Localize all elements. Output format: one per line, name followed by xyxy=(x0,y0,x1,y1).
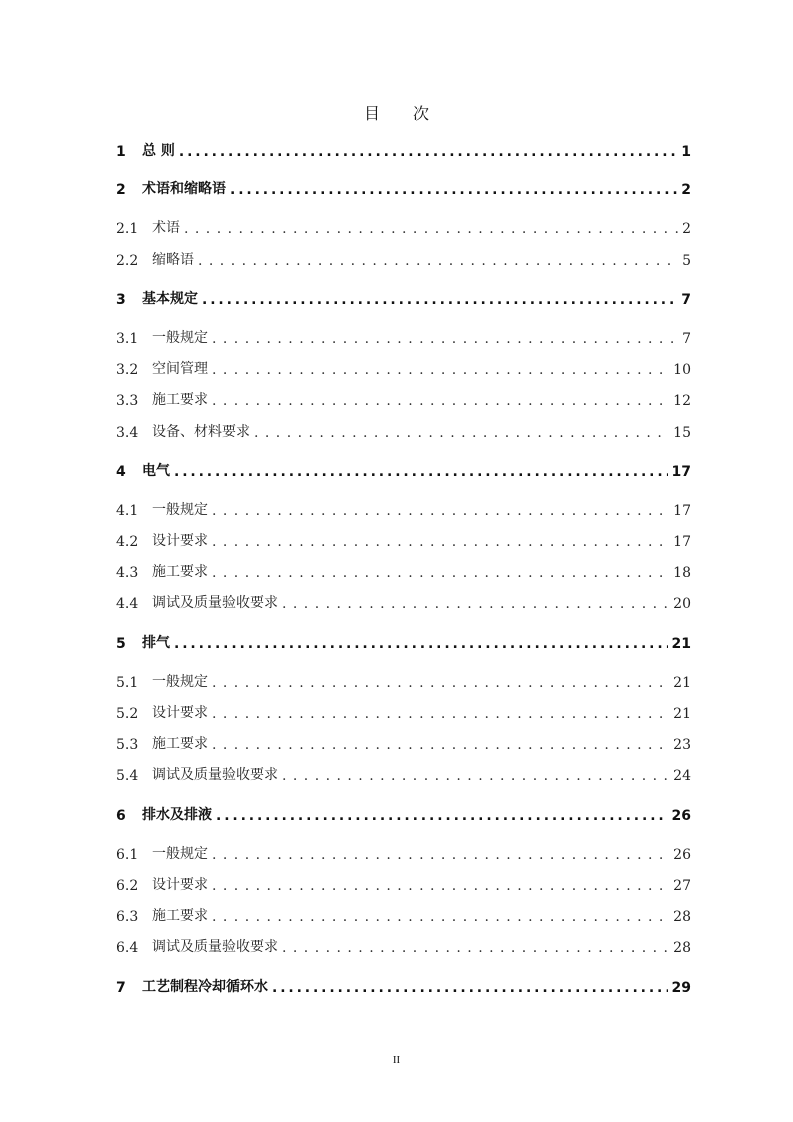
page-number-footer: II xyxy=(392,1054,401,1066)
toc-entry-number: 5.4 xyxy=(116,768,139,784)
toc-entry-page: 27 xyxy=(673,878,691,894)
toc-entry[interactable] xyxy=(116,630,691,652)
dot-leader xyxy=(212,878,669,894)
toc-entry-label: 设备、材料要求 xyxy=(152,424,250,440)
toc-entry-page: 20 xyxy=(673,596,691,612)
toc-entry-label: 排水及排液 xyxy=(142,807,212,823)
toc-entry-number: 5.2 xyxy=(116,706,139,722)
toc-entry-page: 17 xyxy=(671,464,691,480)
toc-entry-page: 2 xyxy=(681,182,691,198)
toc-entry-label: 一般规定 xyxy=(152,330,208,346)
toc-entry-number: 3.4 xyxy=(116,425,139,441)
toc-entry[interactable] xyxy=(116,176,691,198)
toc-entry-page: 24 xyxy=(673,768,691,784)
dot-leader xyxy=(282,940,669,956)
toc-title: 目 次 xyxy=(363,104,444,123)
toc-entry-label: 工艺制程冷却循环水 xyxy=(142,979,268,995)
toc-entry-page: 26 xyxy=(671,808,691,824)
dot-leader xyxy=(282,596,669,612)
toc-entry-label: 术语 xyxy=(152,220,180,236)
toc-entry-page: 17 xyxy=(673,534,691,550)
toc-entry[interactable] xyxy=(116,669,691,691)
toc-entry-label: 设计要求 xyxy=(152,877,208,893)
toc-entry-label: 一般规定 xyxy=(152,846,208,862)
toc-entry-label: 空间管理 xyxy=(152,361,208,377)
toc-entry[interactable] xyxy=(116,590,691,612)
toc-entry-number: 3.1 xyxy=(116,331,139,347)
toc-entry-number: 3.2 xyxy=(116,362,139,378)
toc-entry-number: 3 xyxy=(116,292,126,308)
toc-entry-label: 调试及质量验收要求 xyxy=(152,767,278,783)
dot-leader xyxy=(212,909,669,925)
toc-entry-number: 5 xyxy=(116,636,126,652)
toc-entry-number: 4.4 xyxy=(116,596,139,612)
toc-entry-page: 17 xyxy=(673,503,691,519)
dot-leader xyxy=(254,425,669,441)
dot-leader xyxy=(174,464,668,480)
dot-leader xyxy=(212,675,669,691)
toc-entry-page: 5 xyxy=(682,253,691,269)
dot-leader xyxy=(212,393,669,409)
toc-entry-number: 5.3 xyxy=(116,737,139,753)
toc-entry[interactable] xyxy=(116,247,691,269)
toc-entry-number: 6.4 xyxy=(116,940,139,956)
toc-entry[interactable] xyxy=(116,215,691,237)
toc-entry-number: 4.1 xyxy=(116,503,139,519)
toc-entry-number: 2.2 xyxy=(116,253,139,269)
toc-entry[interactable] xyxy=(116,903,691,925)
toc-entry[interactable] xyxy=(116,528,691,550)
toc-entry-page: 26 xyxy=(673,847,691,863)
toc-entry-label: 施工要求 xyxy=(152,392,208,408)
toc-entry-label: 术语和缩略语 xyxy=(142,181,226,197)
toc-entry-page: 2 xyxy=(682,221,691,237)
dot-leader xyxy=(212,534,669,550)
dot-leader xyxy=(272,980,668,996)
toc-entry[interactable] xyxy=(116,286,691,308)
toc-entry-page: 7 xyxy=(681,292,691,308)
toc-entry-label: 调试及质量验收要求 xyxy=(152,595,278,611)
toc-entry[interactable] xyxy=(116,802,691,824)
toc-entry-label: 设计要求 xyxy=(152,533,208,549)
dot-leader xyxy=(282,768,669,784)
toc-entry-number: 6.3 xyxy=(116,909,139,925)
toc-entry-label: 施工要求 xyxy=(152,564,208,580)
toc-entry-page: 28 xyxy=(673,940,691,956)
dot-leader xyxy=(184,221,678,237)
toc-entry-label: 缩略语 xyxy=(152,252,194,268)
dot-leader xyxy=(212,565,669,581)
toc-entry-label: 施工要求 xyxy=(152,736,208,752)
toc-entry-page: 21 xyxy=(673,675,691,691)
toc-entry[interactable] xyxy=(116,934,691,956)
toc-entry-page: 7 xyxy=(682,331,691,347)
toc-entry[interactable] xyxy=(116,497,691,519)
toc-entry[interactable] xyxy=(116,974,691,996)
toc-entry-page: 21 xyxy=(673,706,691,722)
toc-entry-label: 总 则 xyxy=(142,143,175,159)
toc-entry[interactable] xyxy=(116,872,691,894)
toc-entry-number: 6 xyxy=(116,808,126,824)
toc-entry-number: 6.1 xyxy=(116,847,139,863)
toc-entry-page: 10 xyxy=(673,362,691,378)
toc-entry-page: 12 xyxy=(673,393,691,409)
toc-entry[interactable] xyxy=(116,559,691,581)
dot-leader xyxy=(212,503,669,519)
toc-entry[interactable] xyxy=(116,458,691,480)
toc-entry-number: 3.3 xyxy=(116,393,139,409)
toc-entry[interactable] xyxy=(116,356,691,378)
dot-leader xyxy=(212,706,669,722)
toc-entry[interactable] xyxy=(116,700,691,722)
toc-entry-page: 1 xyxy=(681,144,691,160)
toc-entry-label: 一般规定 xyxy=(152,674,208,690)
toc-entry-number: 4 xyxy=(116,464,126,480)
toc-entry-number: 7 xyxy=(116,980,126,996)
dot-leader xyxy=(216,808,668,824)
toc-entry-label: 排气 xyxy=(142,635,170,651)
toc-entry[interactable] xyxy=(116,138,691,160)
toc-entry-number: 4.2 xyxy=(116,534,139,550)
toc-entry-page: 21 xyxy=(671,636,691,652)
toc-entry-number: 5.1 xyxy=(116,675,139,691)
toc-entry[interactable] xyxy=(116,841,691,863)
dot-leader xyxy=(179,144,677,160)
toc-entry-label: 调试及质量验收要求 xyxy=(152,939,278,955)
toc-entry-number: 4.3 xyxy=(116,565,139,581)
dot-leader xyxy=(212,331,678,347)
toc-entry[interactable] xyxy=(116,731,691,753)
dot-leader xyxy=(212,362,669,378)
dot-leader xyxy=(230,182,677,198)
toc-entry-page: 23 xyxy=(673,737,691,753)
toc-entry-label: 施工要求 xyxy=(152,908,208,924)
toc-entry[interactable] xyxy=(116,419,691,441)
dot-leader xyxy=(212,737,669,753)
toc-entry-number: 1 xyxy=(116,144,126,160)
dot-leader xyxy=(212,847,669,863)
toc-entry-label: 电气 xyxy=(142,463,170,479)
toc-entry[interactable] xyxy=(116,762,691,784)
toc-entry-page: 18 xyxy=(673,565,691,581)
toc-entry-number: 6.2 xyxy=(116,878,139,894)
toc-entry-page: 28 xyxy=(673,909,691,925)
toc-entry-number: 2.1 xyxy=(116,221,139,237)
toc-entry-number: 2 xyxy=(116,182,126,198)
toc-entry-label: 设计要求 xyxy=(152,705,208,721)
toc-entry[interactable] xyxy=(116,325,691,347)
toc-entry-page: 29 xyxy=(671,980,691,996)
dot-leader xyxy=(198,253,678,269)
toc-entry[interactable] xyxy=(116,387,691,409)
toc-entry-label: 基本规定 xyxy=(142,291,198,307)
dot-leader xyxy=(202,292,677,308)
toc-entry-label: 一般规定 xyxy=(152,502,208,518)
dot-leader xyxy=(174,636,668,652)
toc-entry-page: 15 xyxy=(673,425,691,441)
